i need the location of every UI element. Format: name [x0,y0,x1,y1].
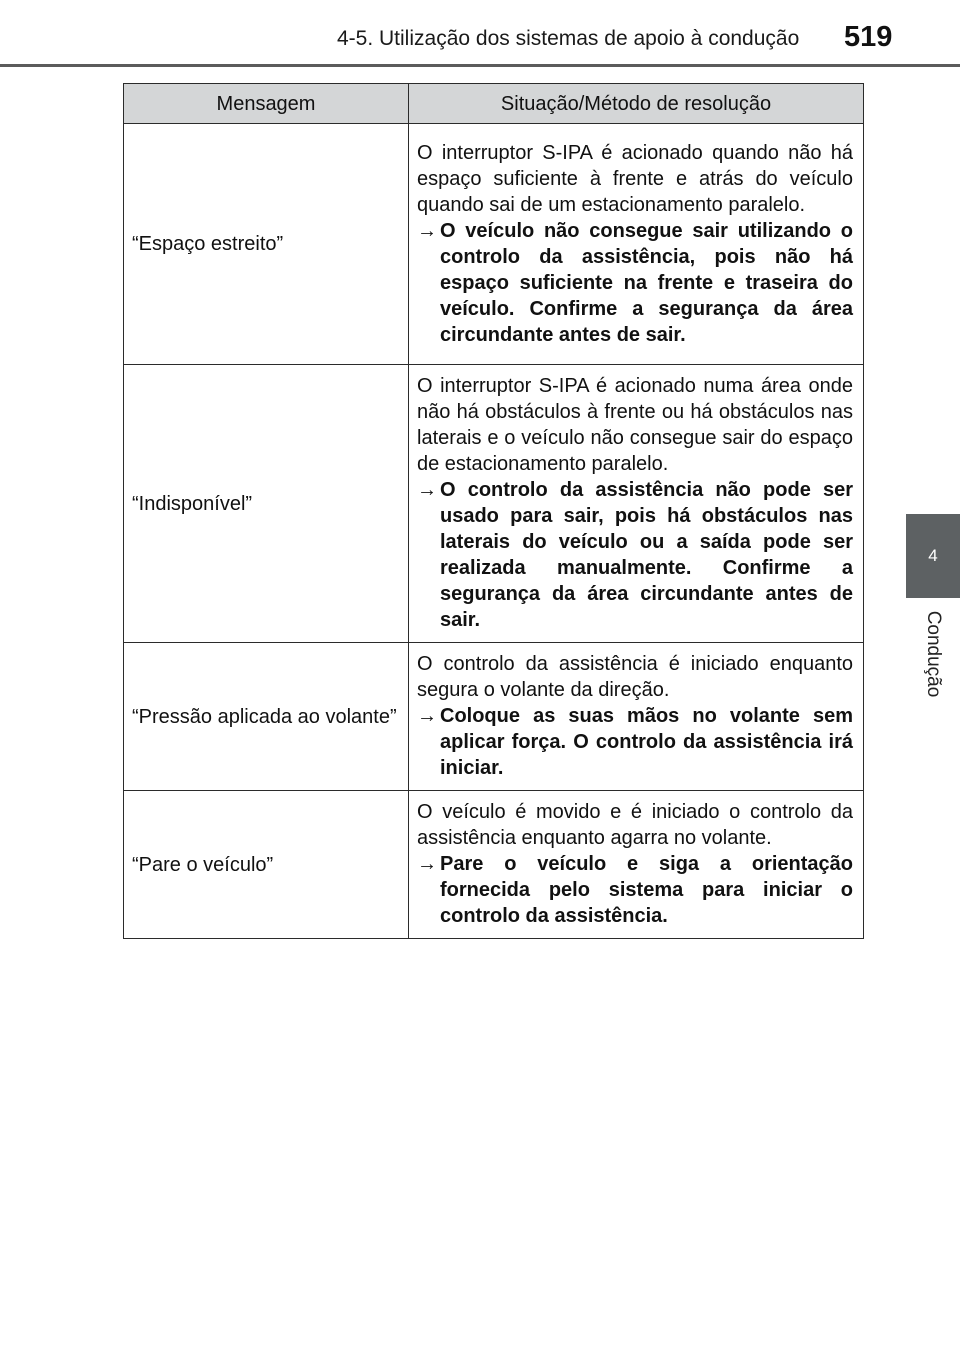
resolution-text: Pare o veículo e siga a orientação fornecida pelo sistema para iniciar o controlo da assistência. [440,853,853,927]
table-row [124,643,864,791]
column-header-solution: Situação/Método de resolução [409,84,864,124]
arrow-right-icon: → [417,853,437,875]
solution-cell [409,643,864,791]
arrow-right-icon: → [417,479,437,501]
resolution-step [417,703,853,781]
table-row [124,124,864,365]
message-cell: “Indisponível” [124,365,409,643]
situation-text: O interruptor S-IPA é acionado numa área onde não há obstáculos à frente ou há obstáculos nas laterais e o veículo não consegue sair do espaço de estacionamento paralelo. [417,375,853,475]
section-title: 4-5. Utilização dos sistemas de apoio à condução [337,27,800,50]
column-header-message: Mensagem [124,84,409,124]
solution-cell [409,124,864,365]
table-row [124,791,864,939]
page-number: 519 [844,21,893,53]
situation-text: O interruptor S-IPA é acionado quando não há espaço suficiente à frente e atrás do veículo quando sai de um estacionamento paralelo. [417,141,853,216]
solution-cell [409,365,864,643]
resolution-text: O controlo da assistência não pode ser usado para sair, pois há obstáculos nas laterais do veículo ou a saída pode ser realizada manualmente. Confirme a segurança da área circundante antes de sair. [440,479,853,631]
message-table [123,83,864,939]
message-cell: “Espaço estreito” [124,124,409,365]
solution-cell [409,791,864,939]
message-cell: “Pare o veículo” [124,791,409,939]
message-cell: “Pressão aplicada ao volante” [124,643,409,791]
situation-text: O controlo da assistência é iniciado enquanto segura o volante da direção. [417,653,853,701]
table-row [124,365,864,643]
chapter-title: Condução [923,610,944,698]
resolution-step [417,851,853,929]
resolution-text: O veículo não consegue sair utilizando o controlo da assistência, pois não há espaço suficiente na frente e traseira do veículo. Confirme a segurança da área circundante antes de sair. [440,219,853,346]
arrow-right-icon: → [417,705,437,727]
arrow-right-icon: → [417,219,437,242]
chapter-tab[interactable] [906,514,960,598]
table-header-row [124,84,864,124]
chapter-number: 4 [928,546,938,565]
resolution-text: Coloque as suas mãos no volante sem aplicar força. O controlo da assistência irá iniciar. [440,705,853,779]
header-rule [0,64,960,67]
resolution-step [417,218,853,348]
resolution-step [417,477,853,633]
situation-text: O veículo é movido e é iniciado o controlo da assistência enquanto agarra no volante. [417,801,853,849]
